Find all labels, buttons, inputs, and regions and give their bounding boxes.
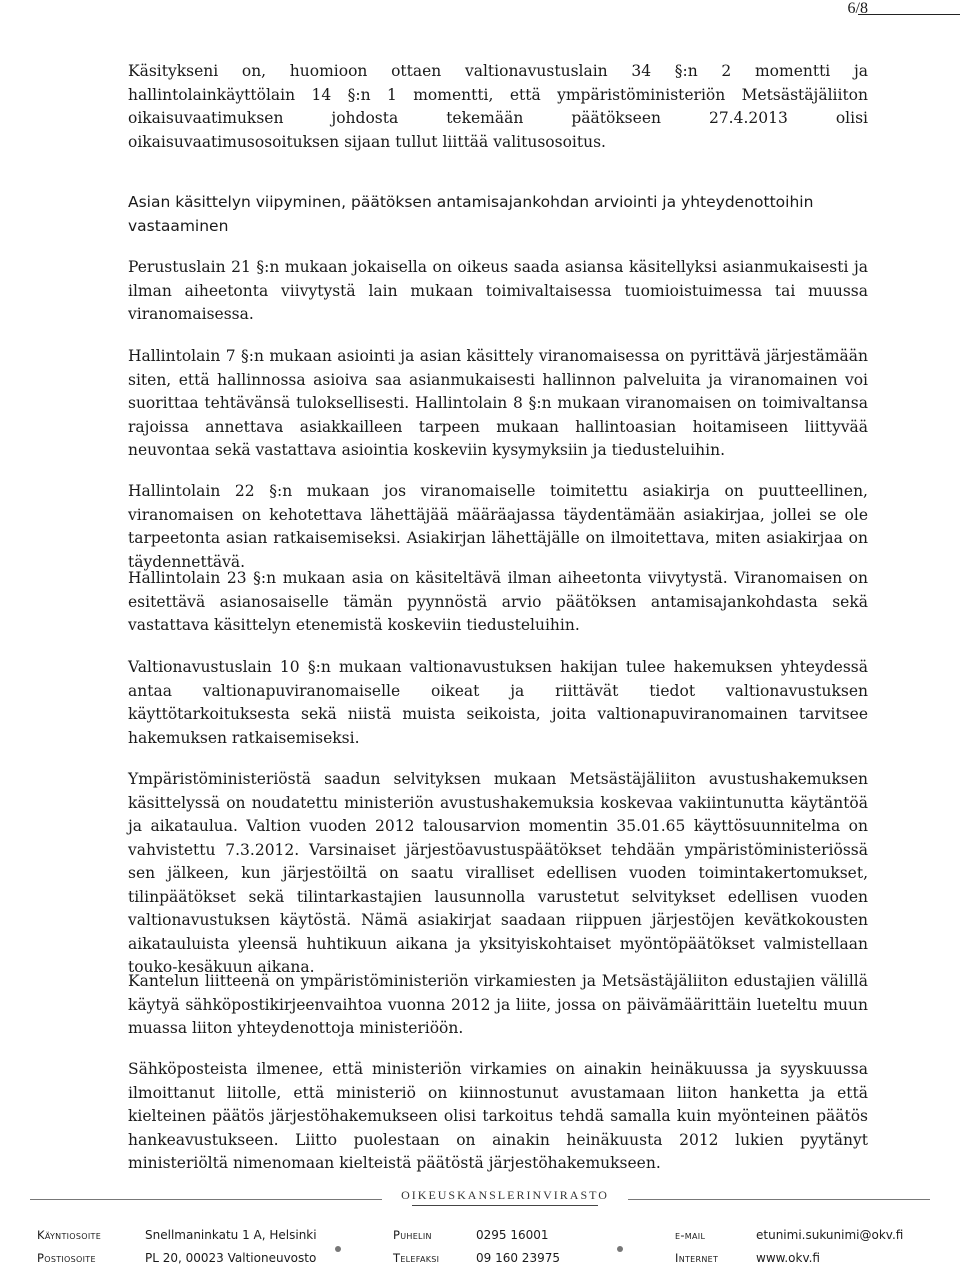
postal-address: PL 20, 00023 Valtioneuvosto — [145, 1251, 317, 1265]
separator-dot-icon — [335, 1246, 341, 1252]
email-address[interactable]: etunimi.sukunimi@okv.fi — [756, 1228, 904, 1242]
visiting-label: Käyntiosoite — [37, 1228, 102, 1242]
phone-label: Puhelin — [393, 1228, 432, 1242]
paragraph-constitution-21: Perustuslain 21 §:n mukaan jokaisella on oikeus saada asiansa käsitellyksi asianmukaisesti ja ilman aiheetonta viivytystä lain mukaan toimivaltaisessa tuomioistuimessa tai muussa viranomaisessa. — [128, 258, 868, 323]
footer-contact — [0, 1228, 960, 1268]
brand-name — [400, 1188, 610, 1206]
brand-rule-right — [628, 1199, 930, 1200]
paragraph-admin-23: Hallintolain 23 §:n mukaan asia on käsiteltävä ilman aiheetonta viivytystä. Viranomaisen on esitettävä asianosaiselle tämän pyynnöstä arvio päätöksen antamisajankohdasta sekä vastattava käsittelyn etenemistä koskeviin tiedusteluihin. — [128, 569, 868, 634]
paragraph-subsidy-10: Valtionavustuslain 10 §:n mukaan valtionavustuksen hakijan tulee hakemuksen yhteydessä antaa valtionapuviranomaiselle oikeat ja riittävät tiedot valtionavustuksen käyttötarkoituksesta sekä niistä muista seikoista, joita valtionapuviranomainen tarvitsee hakemuksen ratkaisemiseksi. — [128, 658, 868, 747]
paragraph-attachments: Kantelun liitteenä on ympäristöministeriön virkamiesten ja Metsästäjäliiton edustajien välillä käytyä sähköpostikirjeenvaihtoa vuonna 2012 ja liite, jossa on päivämäärittäin lueteltu muun muassa liiton yhteydenottoja ministeriöön. — [128, 972, 868, 1037]
paragraph-emails: Sähköposteista ilmenee, että ministeriön virkamies on ainakin heinäkuussa ja syyskuussa ilmoittanut liitolle, että ministeriö on kiinnostunut avustamaan liiton hanketta ja että kielteinen päätös järjestöhakemukseen olisi tarkoitus tehdä samalla kuin myönteinen päätös hankeavustukseen. Liitto puolestaan on ainakin heinäkuusta 2012 lukien pyytänyt ministeriöltä nimenomaan kielteistä päätöstä järjestöhakemukseen. — [128, 1060, 868, 1172]
internet-label: Internet — [675, 1251, 719, 1265]
paragraph-admin-7-8: Hallintolain 7 §:n mukaan asiointi ja asian käsittely viranomaisessa on pyrittävä järjestämään siten, että hallinnossa asioiva saa asianmukaisesti hallinnon palveluita ja viranomainen voi suorittaa tehtävänsä tuloksellisesti. Hallintolain 8 §:n mukaan viranomaisen on toimivaltansa rajoissa annettava asiakkailleen tarpeen mukaan hallintoasian hoitamiseen liittyvää neuvontaa sekä vastattava asiointia koskeviin kysymyksiin ja tiedusteluihin. — [128, 347, 868, 459]
brand-text: OIKEUSKANSLERINVIRASTO — [401, 1188, 609, 1202]
website-link[interactable]: www.okv.fi — [756, 1251, 820, 1265]
fax-label: Telefaksi — [393, 1251, 440, 1265]
separator-dot-icon — [617, 1246, 623, 1252]
fax-number: 09 160 23975 — [476, 1251, 560, 1265]
paragraph-ministry-report: Ympäristöministeriöstä saadun selvityksen mukaan Metsästäjäliiton avustushakemuksen käsittelyssä on noudatettu ministeriön avustushakemuksia koskevaa vakiintunutta käytäntöä ja aikataulua. Valtion vuoden 2012 talousarvion momentin 35.01.65 käyttösuunnitelma on vahvistettu 7.3.2012. Varsinaiset järjestöavustuspäätökset tehdään ympäristöministeriössä sen jälkeen, kun järjestöiltä on saatu viralliset edellisen vuoden toimintakertomukset, tilinpäätökset sekä tilintarkastajien lausunnolla varustetut selvitykset edellisen vuoden valtionavustuksen käytöstä. Nämä asiakirjat saadaan riippuen järjestöjen kevätkokousten aikatauluista yleensä huhtikuun aikana ja yksityiskohtaiset myöntöpäätökset valmistellaan touko-kesäkuun aikana. — [128, 770, 868, 976]
footer-brand — [30, 1188, 930, 1210]
phone-number: 0295 16001 — [476, 1228, 549, 1242]
visiting-address: Snellmaninkatu 1 A, Helsinki — [145, 1228, 317, 1242]
postal-label: Postiosoite — [37, 1251, 96, 1265]
page-number-rule — [858, 14, 960, 15]
brand-rule-left — [30, 1199, 382, 1200]
paragraph-conclusion: Käsitykseni on, huomioon ottaen valtionavustuslain 34 §:n 2 momentti ja hallintolainkäyttölain 14 §:n 1 momentti, että ympäristöministeriön Metsästäjäliiton oikaisuvaatimuksen johdosta tekemään päätökseen 27.4.2013 olisi oikaisuvaatimusosoituksen sijaan tullut liittää valitusosoitus. — [128, 62, 868, 151]
page-number: 6/8 — [847, 0, 868, 17]
paragraph-admin-22: Hallintolain 22 §:n mukaan jos viranomaiselle toimitettu asiakirja on puutteellinen, viranomaisen on kehotettava lähettäjää määräajassa täydentämään asiakirjaa, jollei se ole tarpeetonta asian ratkaisemiseksi. Asiakirjan lähettäjälle on ilmoitettava, miten asiakirjaa on täydennettävä. — [128, 482, 868, 571]
section-heading: Asian käsittelyn viipyminen, päätöksen antamisajankohdan arviointi ja yhteydenottoihin vastaaminen — [128, 193, 814, 235]
email-label: e-mail — [675, 1228, 706, 1242]
